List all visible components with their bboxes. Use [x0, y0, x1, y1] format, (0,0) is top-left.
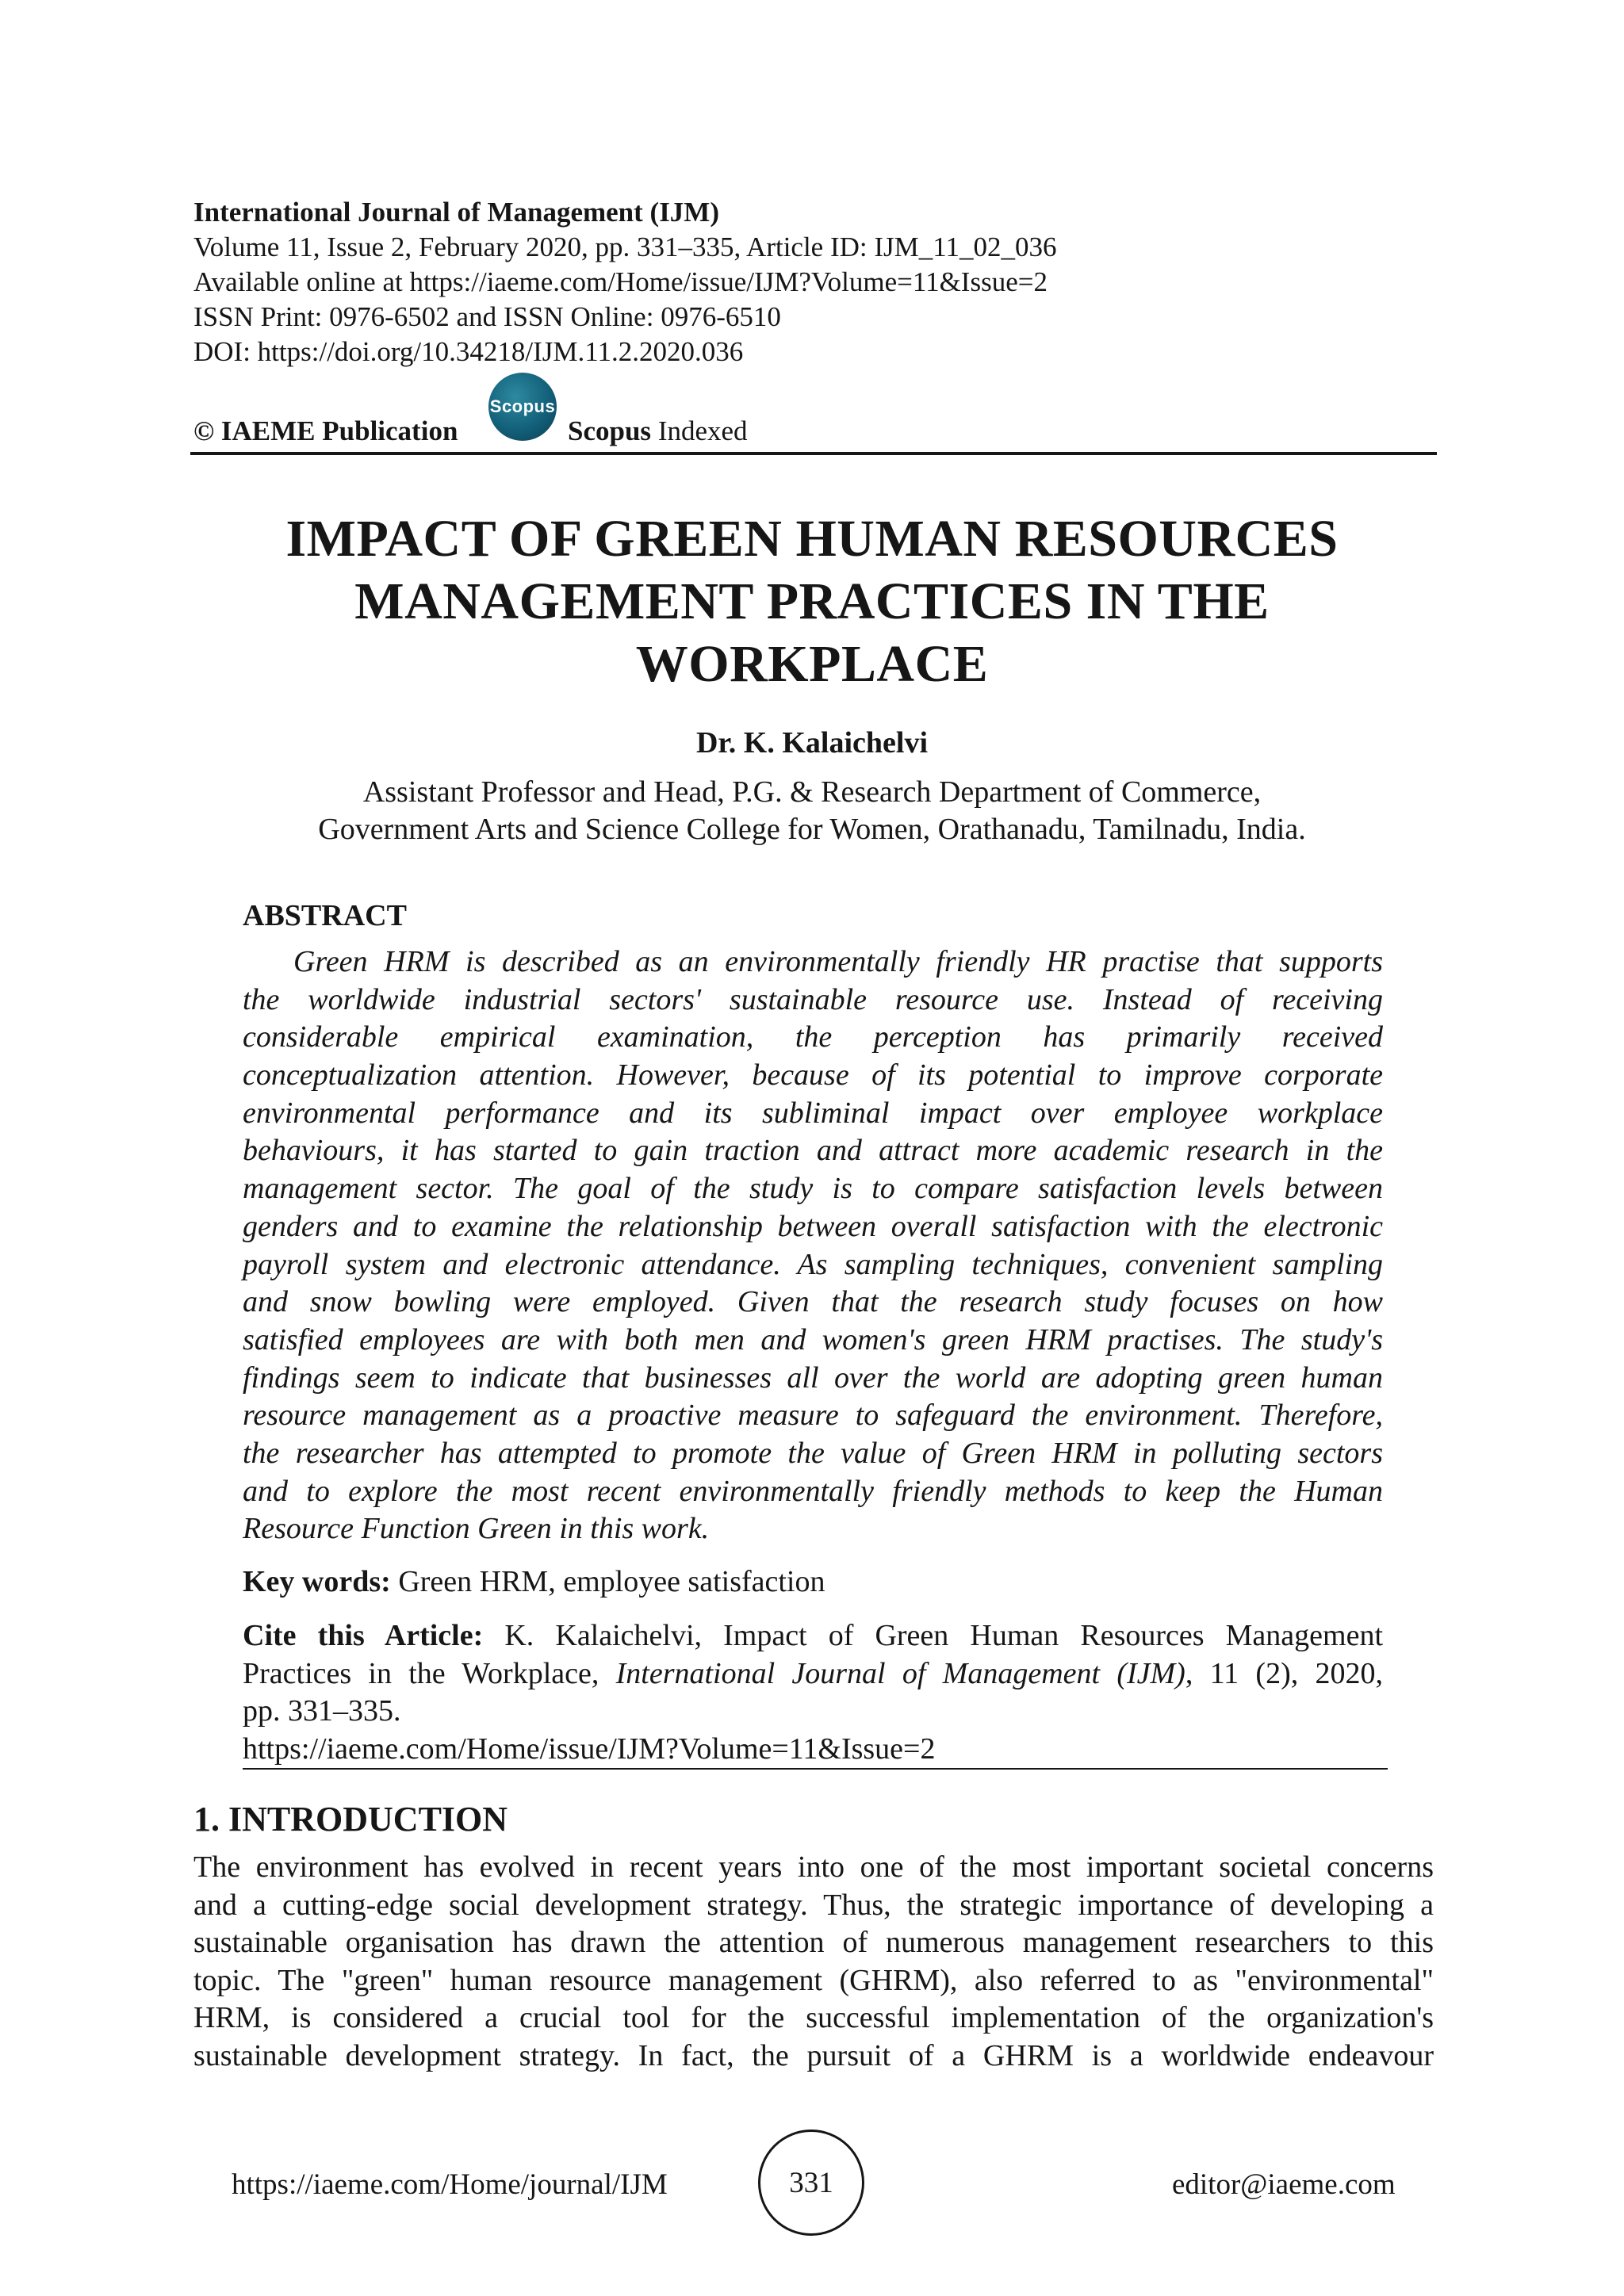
publisher-name: © IAEME Publication [193, 415, 458, 446]
keywords-value: Green HRM, employee satisfaction [390, 1565, 825, 1598]
cite-text: Practices in the Workplace, [243, 1656, 616, 1690]
intro-line: topic. The "green" human resource management (GHRM), also referred to as "environmental" [193, 1963, 1434, 1997]
abstract-line: resource management as a proactive measure to safeguard the environment. Therefore, [243, 1399, 1383, 1433]
abstract-line: and to explore the most recent environmentally friendly methods to keep the Human [243, 1474, 1383, 1508]
abstract-line: and snow bowling were employed. Given that the research study focuses on how [243, 1285, 1383, 1319]
footer-email-link[interactable]: editor@iaeme.com [1172, 2168, 1396, 2201]
title-line: IMPACT OF GREEN HUMAN RESOURCES [285, 510, 1339, 568]
cite-line [243, 1655, 1383, 1693]
abstract-line: the researcher has attempted to promote the value of Green HRM in polluting sectors [243, 1436, 1383, 1470]
intro-line: and a cutting-edge social development strategy. Thus, the strategic importance of developing a [193, 1888, 1434, 1922]
abstract-line: genders and to examine the relationship between overall satisfaction with the electronic [243, 1209, 1383, 1243]
page-number: 331 [789, 2166, 833, 2199]
abstract-line: conceptualization attention. However, because of its potential to improve corporate [243, 1058, 1383, 1093]
introduction-body [193, 1849, 1434, 2075]
abstract-line: behaviours, it has started to gain traction and attract more academic research in the [243, 1134, 1383, 1168]
cite-this-article [243, 1617, 1383, 1769]
paper-title [159, 507, 1465, 695]
issn-line: ISSN Print: 0976-6502 and ISSN Online: 0976-6510 [193, 301, 781, 332]
intro-line: sustainable development strategy. In fact, the pursuit of a GHRM is a worldwide endeavour [193, 2038, 1434, 2072]
cite-text: K. Kalaichelvi, Impact of Green Human Resources Management [483, 1619, 1383, 1652]
doi-line: DOI: https://doi.org/10.34218/IJM.11.2.2020.036 [193, 336, 744, 367]
scopus-indexed [568, 414, 748, 449]
title-line: WORKPLACE [635, 635, 989, 693]
header-divider [190, 452, 1437, 455]
cite-divider [243, 1768, 1388, 1770]
abstract-line: environmental performance and its subliminal impact over employee workplace [243, 1096, 1383, 1130]
scopus-logo-text: Scopus [489, 396, 556, 416]
abstract-line: payroll system and electronic attendance. As sampling techniques, convenient sampling [243, 1247, 1383, 1281]
abstract-line: the worldwide industrial sectors' sustainable resource use. Instead of receiving [243, 982, 1383, 1016]
journal-header [193, 195, 1438, 369]
introduction-heading: 1. INTRODUCTION [193, 1800, 508, 1839]
title-line: MANAGEMENT PRACTICES IN THE [354, 572, 1270, 630]
affiliation-line: Assistant Professor and Head, P.G. & Research Department of Commerce, [362, 775, 1262, 809]
volume-line: Volume 11, Issue 2, February 2020, pp. 331–335, Article ID: IJM_11_02_036 [193, 232, 1057, 262]
scopus-indexed-label: Indexed [651, 415, 748, 446]
cite-text: , 11 (2), 2020, [1185, 1656, 1383, 1690]
scopus-logo-icon [488, 373, 557, 441]
abstract-line: management sector. The goal of the study is to compare satisfaction levels between [243, 1172, 1383, 1206]
journal-title: International Journal of Management (IJM) [193, 197, 720, 228]
abstract-body [243, 943, 1383, 1548]
abstract-line: satisfied employees are with both men and women's green HRM practises. The study's [243, 1322, 1383, 1357]
abstract-line: findings seem to indicate that businesses all over the world are adopting green human [243, 1360, 1383, 1395]
cite-line [243, 1617, 1383, 1655]
cite-journal: International Journal of Management (IJM) [615, 1656, 1185, 1690]
affiliation-line: Government Arts and Science College for Women, Orathanadu, Tamilnadu, India. [318, 813, 1306, 846]
publisher-line [193, 414, 458, 449]
keywords-label: Key words: [243, 1565, 391, 1598]
cite-label: Cite this Article: [243, 1619, 484, 1652]
intro-line: The environment has evolved in recent years into one of the most important societal concerns [193, 1850, 1434, 1884]
author-affiliation [159, 774, 1465, 848]
abstract-line: considerable empirical examination, the perception has primarily received [243, 1020, 1383, 1054]
keywords [243, 1563, 825, 1600]
intro-line: HRM, is considered a crucial tool for the successful implementation of the organization's [193, 2001, 1434, 2034]
cite-line: pp. 331–335. [243, 1694, 401, 1728]
author-name: Dr. K. Kalaichelvi [695, 726, 929, 760]
scopus-bold: Scopus [568, 415, 652, 446]
cite-link[interactable]: https://iaeme.com/Home/issue/IJM?Volume=11&Issue=2 [243, 1732, 936, 1766]
footer-journal-link[interactable]: https://iaeme.com/Home/journal/IJM [232, 2168, 668, 2201]
abstract-line: Green HRM is described as an environmentally friendly HR practise that supports [293, 945, 1383, 978]
available-line: Available online at https://iaeme.com/Home/issue/IJM?Volume=11&Issue=2 [193, 266, 1048, 297]
intro-line: sustainable organisation has drawn the attention of numerous management researchers to this [193, 1926, 1434, 1959]
page-number-badge [758, 2130, 864, 2236]
abstract-heading: ABSTRACT [243, 899, 407, 932]
abstract-line: Resource Function Green in this work. [243, 1512, 710, 1546]
